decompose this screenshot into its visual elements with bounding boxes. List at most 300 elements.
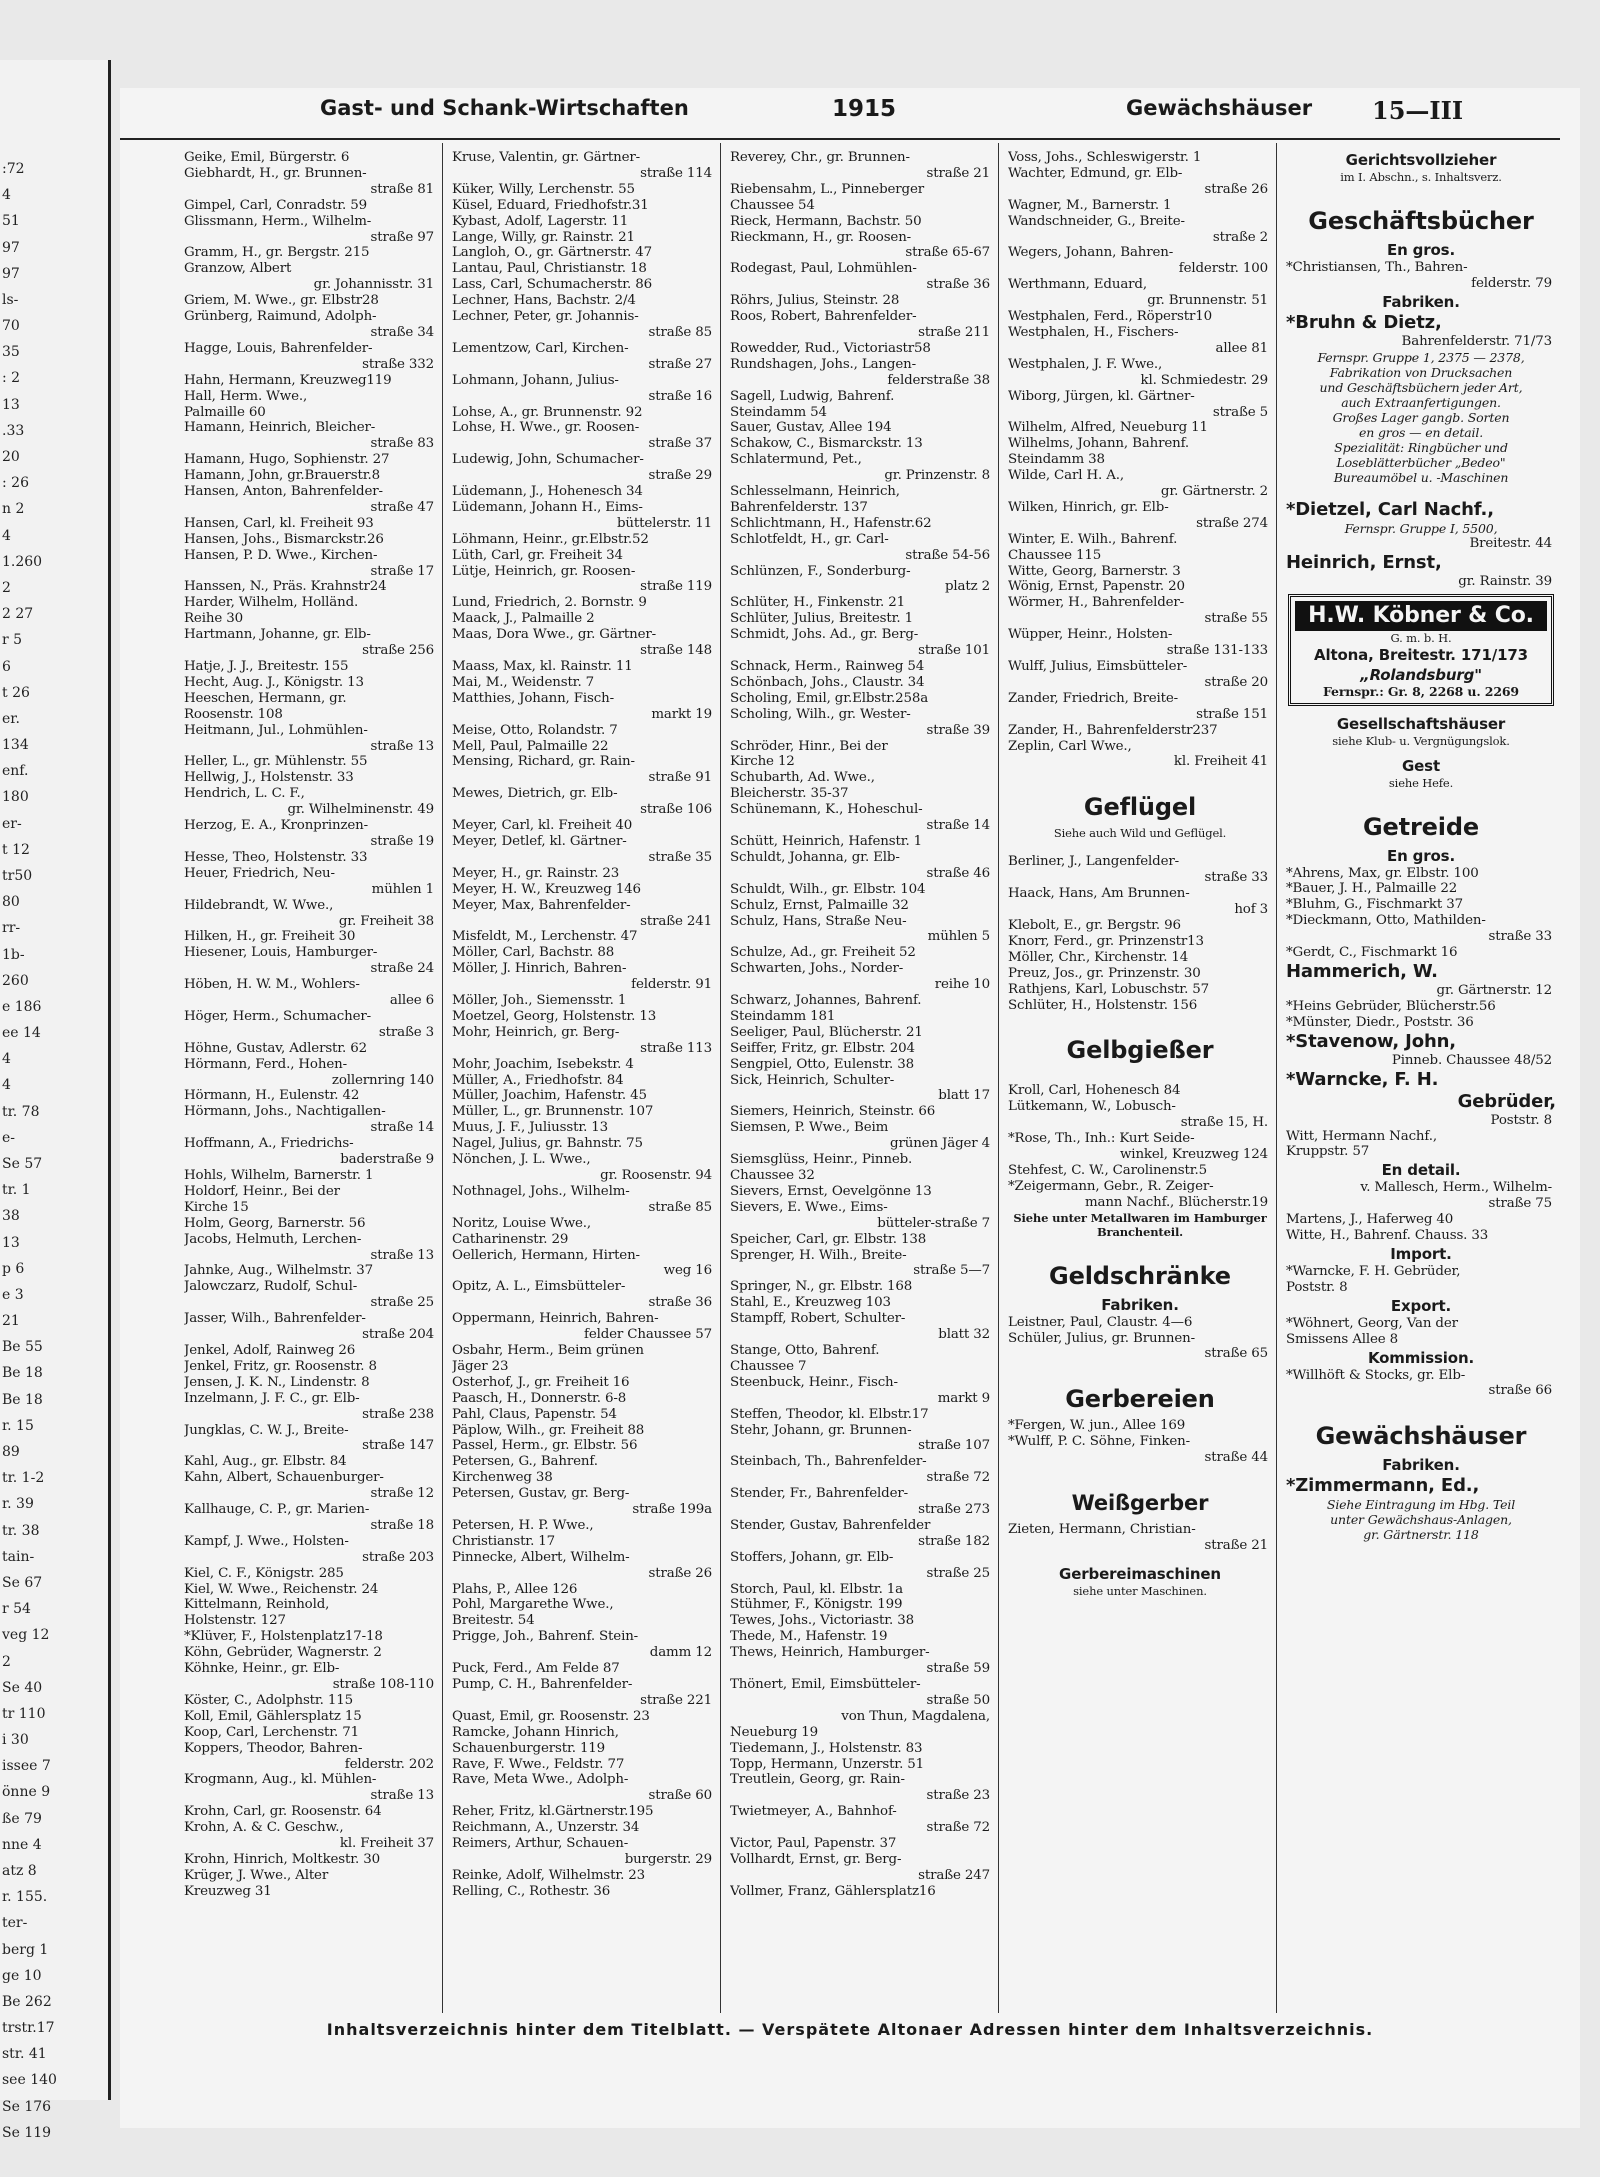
listing-line: Relling, C., Rothestr. 36 (452, 1883, 611, 1899)
listing-line: straße 17 (370, 563, 434, 579)
geschaeftsbuecher-entries (1286, 260, 1556, 292)
listing-line: Nagel, Julius, gr. Bahnstr. 75 (452, 1136, 643, 1152)
listing-line: straße 131-133 (1166, 643, 1268, 659)
listing-line: unter Gewächshaus-Anlagen, (1330, 1512, 1512, 1528)
listing-line: Petersen, G., Bahrenf. (452, 1454, 598, 1470)
listing-line: Wilhelm, Alfred, Neueburg 11 (1008, 420, 1208, 436)
margin-fragment: tr50 (2, 867, 33, 884)
listing-line: Giebhardt, H., gr. Brunnen- (184, 165, 367, 181)
listing-line: straße 34 (370, 324, 434, 340)
listing-line: Schütt, Heinrich, Hafenstr. 1 (730, 833, 923, 849)
listing-line: straße 66 (1488, 1383, 1552, 1399)
listing-warncke: *Warncke, F. H. (1286, 1068, 1439, 1090)
address: gr. Rainstr. 39 (1458, 573, 1552, 589)
listing-line: Kiel, W. Wwe., Reichenstr. 24 (184, 1581, 379, 1597)
listing-line: Rodegast, Paul, Lohmühlen- (730, 261, 917, 277)
listing-line: Springer, N., gr. Elbstr. 168 (730, 1279, 913, 1295)
listing-line: Lüdemann, J., Hohenesch 34 (452, 484, 643, 500)
listing-line: Päplow, Wilh., gr. Freiheit 88 (452, 1422, 645, 1438)
listing-line: Schmidt, Johs. Ad., gr. Berg- (730, 627, 919, 643)
listing-line: *Ahrens, Max, gr. Elbstr. 100 (1286, 865, 1479, 881)
listing-line: Steindamm 54 (730, 404, 827, 420)
listing-line: *Gerdt, C., Fischmarkt 16 (1286, 945, 1458, 961)
section-title-gerichtsvollzieher: Gerichtsvollzieher (1345, 151, 1497, 169)
margin-fragment: 35 (2, 344, 20, 361)
address: gr. Gärtnerstr. 12 (1436, 982, 1552, 998)
listing-line: Herzog, E. A., Kronprinzen- (184, 818, 368, 834)
listing-line: Harder, Wilhelm, Holländ. (184, 595, 359, 611)
listing-line: Meise, Otto, Rolandstr. 7 (452, 722, 618, 738)
phone: Fernspr.: Gr. 8, 2268 u. 2269 (1323, 683, 1519, 699)
listing-line: Moetzel, Georg, Holstenstr. 13 (452, 1008, 657, 1024)
listing-line: *Zeigermann, Gebr., R. Zeiger- (1008, 1178, 1214, 1194)
listing-line: Granzow, Albert (184, 261, 292, 277)
kommission-entries (1286, 1368, 1556, 1400)
listing-line: straße 107 (918, 1438, 990, 1454)
margin-fragment: Be 262 (2, 1993, 52, 2010)
section-title-gelbgiesser: Gelbgießer (1066, 1036, 1214, 1065)
listing-line: Wandschneider, G., Breite- (1008, 213, 1185, 229)
listing-line: straße 33 (1204, 870, 1268, 886)
margin-fragment: r. 39 (2, 1496, 34, 1513)
listing-line: Muus, J. F., Juliusstr. 13 (452, 1120, 609, 1136)
listing-line: straße 148 (640, 643, 712, 659)
listing-line: Krogmann, Aug., kl. Mühlen- (184, 1772, 377, 1788)
listing-line: winkel, Kreuzweg 124 (1120, 1147, 1268, 1163)
listing-line: bütteler-straße 7 (877, 1215, 990, 1231)
listing-line: Schönbach, Johs., Claustr. 34 (730, 674, 925, 690)
listing-line: Smissens Allee 8 (1286, 1331, 1399, 1347)
listing-line: Hartmann, Johanne, gr. Elb- (184, 627, 371, 643)
margin-fragment: Se 67 (2, 1574, 43, 1591)
listing-line: kl. Schmiedestr. 29 (1140, 372, 1268, 388)
listing-line: Schakow, C., Bismarckstr. 13 (730, 436, 923, 452)
listing-line: Schwarz, Johannes, Bahrenf. (730, 993, 922, 1009)
subsection-fabriken: Fabriken. (1101, 1295, 1179, 1314)
listing-line: Stange, Otto, Bahrenf. (730, 1342, 880, 1358)
listing-line: gr. Wilhelminenstr. 49 (287, 802, 434, 818)
listing-line: büttelerstr. 11 (617, 515, 712, 531)
listing-line: Köhn, Gebrüder, Wagnerstr. 2 (184, 1645, 382, 1661)
listing-line: kl. Freiheit 41 (1173, 754, 1268, 770)
listing-line: Pohl, Margarethe Wwe., (452, 1597, 614, 1613)
header-year: 1915 (832, 96, 897, 122)
listing-line: grünen Jäger 4 (890, 1136, 990, 1152)
listing-line: Schulz, Ernst, Palmaille 32 (730, 897, 909, 913)
listing-line: Breitestr. 54 (452, 1613, 535, 1629)
listing-line: Grünberg, Raimund, Adolph- (184, 309, 377, 325)
listing-line: straße 36 (926, 277, 990, 293)
margin-fragment: r. 155. (2, 1889, 48, 1906)
listing-line: Meyer, Carl, kl. Freiheit 40 (452, 818, 633, 834)
listing-line: Wilken, Hinrich, gr. Elb- (1008, 499, 1169, 515)
listing-line: kl. Freiheit 37 (339, 1836, 434, 1852)
listing-line: Schauenburgerstr. 119 (452, 1740, 606, 1756)
margin-fragment: 21 (2, 1313, 20, 1330)
listing-line: Stoffers, Johann, gr. Elb- (730, 1549, 894, 1565)
listing-line: Tewes, Johs., Victoriastr. 38 (730, 1613, 914, 1629)
listing-line: Witte, H., Bahrenf. Chauss. 33 (1286, 1228, 1489, 1244)
listing-line: Hanssen, N., Präs. Krahnstr24 (184, 579, 387, 595)
listing-line: Haack, Hans, Am Brunnen- (1008, 886, 1190, 902)
column-rule (720, 143, 721, 2013)
listing-line: straße 211 (918, 324, 990, 340)
address: Breitestr. 44 (1469, 535, 1552, 551)
listing-line: *Wöhnert, Georg, Van der (1286, 1315, 1458, 1331)
listing-line: straße 23 (926, 1788, 990, 1804)
listing-line: felder Chaussee 57 (584, 1327, 712, 1343)
listing-line: Hecht, Aug. J., Königstr. 13 (184, 674, 364, 690)
margin-fragment: 180 (2, 789, 29, 806)
subsection-en-gros: En gros. (1386, 241, 1455, 259)
margin-fragment: Se 57 (2, 1156, 43, 1172)
listing-line: straße 46 (926, 865, 990, 881)
listing-line: Fabrikation von Drucksachen (1329, 364, 1513, 380)
listing-line: markt 9 (937, 1390, 990, 1406)
listing-line: Siemsglüss, Heinr., Pinneb. (730, 1152, 913, 1168)
listing-line: Gimpel, Carl, Conradstr. 59 (184, 197, 367, 213)
listing-line: straße 72 (926, 1470, 990, 1486)
margin-fragment: :72 (2, 161, 25, 177)
listing-line: Hahn, Hermann, Kreuzweg119 (184, 372, 392, 388)
listing-line: straße 35 (648, 849, 712, 865)
listing-line: Kiel, C. F., Königstr. 285 (184, 1565, 344, 1581)
listing-line: Höger, Herm., Schumacher- (184, 1008, 371, 1024)
listing-line: Schlatermund, Pet., (730, 452, 862, 468)
margin-fragment: 4 (2, 527, 11, 544)
listing-line: Zander, H., Bahrenfelderstr237 (1008, 722, 1218, 738)
margin-fragment: ter- (2, 1915, 28, 1932)
listing-line: Schulze, Ad., gr. Freiheit 52 (730, 945, 916, 961)
listing-line: Hansen, Carl, kl. Freiheit 93 (184, 515, 374, 531)
listing-line: Voss, Johs., Schleswigerstr. 1 (1008, 150, 1202, 165)
listing-line: Kirche 15 (184, 1199, 249, 1215)
listing-line: und Geschäftsbüchern jeder Art, (1319, 379, 1523, 395)
listing-line: Rundshagen, Johs., Langen- (730, 356, 916, 372)
listing-line: Rave, F. Wwe., Feldstr. 77 (452, 1756, 625, 1772)
listing-line: straße 29 (648, 468, 712, 484)
listing-line: Hiesener, Louis, Hamburger- (184, 945, 378, 961)
listing-line: Rieck, Hermann, Bachstr. 50 (730, 213, 922, 229)
listing-line: Steindamm 181 (730, 1008, 836, 1024)
section-note: siehe unter Maschinen. (1073, 1583, 1207, 1598)
listing-line: Palmaille 60 (184, 404, 266, 420)
listing-line: Geike, Emil, Bürgerstr. 6 (184, 150, 350, 165)
listing-line: Meyer, Detlef, kl. Gärtner- (452, 833, 627, 849)
margin-fragment: Se 40 (2, 1679, 43, 1696)
listing-line: straße 65 (1204, 1346, 1268, 1362)
listing-line: straße 151 (1196, 706, 1268, 722)
listing-line: Vollmer, Franz, Gählersplatz16 (730, 1883, 936, 1899)
margin-fragment: t 26 (2, 684, 30, 701)
listing-line: Wegers, Johann, Bahren- (1008, 245, 1174, 261)
listing-column-2 (452, 150, 716, 1900)
margin-fragment: : 26 (2, 475, 29, 492)
listing-line: Schuldt, Johanna, gr. Elb- (730, 849, 900, 865)
listing-line: gr. Johannisstr. 31 (313, 277, 434, 293)
listing-line: Höben, H. W. M., Wohlers- (184, 977, 360, 993)
listing-line: Meyer, Max, Bahrenfelder- (452, 897, 631, 913)
brand: „Rolandsburg" (1360, 665, 1482, 684)
listing-line: Maas, Dora Wwe., gr. Gärtner- (452, 627, 657, 643)
subsection-en-detail: En detail. (1381, 1161, 1461, 1180)
listing-line: Heuer, Friedrich, Neu- (184, 865, 335, 881)
advertisement-text (1286, 350, 1556, 485)
listing-line: Kruse, Valentin, gr. Gärtner- (452, 150, 640, 165)
listing-line: von Thun, Magdalena, (841, 1708, 990, 1724)
listing-line: v. Mallesch, Herm., Wilhelm- (1360, 1180, 1552, 1196)
listing-line: Hörmann, Johs., Nachtigallen- (184, 1104, 386, 1120)
section-title-gerbereimaschinen: Gerbereimaschinen (1059, 1564, 1221, 1583)
listing-line: Hamann, John, gr.Brauerstr.8 (184, 468, 380, 484)
section-title-geldschraenke: Geldschränke (1049, 1261, 1231, 1290)
margin-fragment: Be 18 (2, 1365, 43, 1382)
listing-line: Stehr, Johann, gr. Brunnen- (730, 1422, 912, 1438)
listing-line: Hilken, H., gr. Freiheit 30 (184, 929, 356, 945)
listing-line: en gros — en detail. (1358, 424, 1484, 440)
listing-line: Wagner, M., Barnerstr. 1 (1008, 197, 1172, 213)
listing-line: Storch, Paul, kl. Elbstr. 1a (730, 1581, 904, 1597)
margin-fragment: 38 (2, 1208, 20, 1225)
listing-line: Chaussee 32 (730, 1168, 815, 1183)
section-title-gest: Gest (1402, 756, 1440, 775)
listing-line: straße 147 (362, 1438, 434, 1454)
listing-line: Krohn, A. & C. Geschw., (184, 1820, 344, 1836)
listing-line: straße 72 (926, 1820, 990, 1836)
listing-line: Schlüter, H., Finkenstr. 21 (730, 595, 905, 611)
listing-line: Holstenstr. 127 (184, 1613, 286, 1629)
listing-line: Pinnecke, Albert, Wilhelm- (452, 1549, 630, 1565)
listing-line: straße 256 (362, 643, 434, 659)
listing-line: straße 25 (370, 1295, 434, 1311)
listing-line: Paasch, H., Donnerstr. 6-8 (452, 1390, 627, 1406)
subsection-fabriken: Fabriken. (1382, 292, 1460, 311)
listing-zimmermann: *Zimmermann, Ed., (1286, 1475, 1480, 1497)
listing-line: Mohr, Heinrich, gr. Berg- (452, 1024, 620, 1040)
listing-line: Krohn, Carl, gr. Roosenstr. 64 (184, 1804, 382, 1820)
listing-line: Opitz, A. L., Eimsbütteler- (452, 1279, 626, 1295)
listing-line: Werthmann, Eduard, (1008, 277, 1147, 293)
listing-line: Hendrich, L. C. F., (184, 786, 305, 802)
listing-line: Holdorf, Heinr., Bei der (184, 1183, 340, 1199)
listing-line: Scholing, Emil, gr.Elbstr.258a (730, 690, 929, 706)
gerbereien-entries (1008, 1418, 1272, 1466)
margin-fragment: ee 14 (2, 1025, 41, 1042)
listing-line: Hamann, Hugo, Sophienstr. 27 (184, 452, 390, 468)
listing-line: Pump, C. H., Bahrenfelder- (452, 1677, 633, 1692)
margin-fragment: 6 (2, 658, 11, 675)
listing-line: Hohls, Wilhelm, Barnerstr. 1 (184, 1168, 374, 1183)
listing-line: Plahs, P., Allee 126 (452, 1581, 578, 1597)
listing-line: straße 37 (648, 436, 712, 452)
listing-line: Schuldt, Wilh., gr. Elbstr. 104 (730, 881, 926, 897)
listing-line: *Bluhm, G., Fischmarkt 37 (1286, 897, 1463, 913)
listing-line: straße 113 (640, 1040, 712, 1056)
margin-fragment: .33 (2, 422, 25, 439)
listing-line: Lohmann, Johann, Julius- (452, 372, 619, 388)
margin-fragment: r 54 (2, 1601, 31, 1618)
listing-line: straße 203 (362, 1549, 434, 1565)
subsection-kommission: Kommission. (1367, 1348, 1475, 1367)
listing-line: Jasser, Wilh., Bahrenfelder- (184, 1311, 366, 1327)
listing-bruhn-dietz: *Bruhn & Dietz, (1286, 311, 1442, 333)
listing-line: straße 33 (1488, 929, 1552, 945)
listing-warncke-cont: Gebrüder, (1457, 1090, 1556, 1112)
listing-line: Schüler, Julius, gr. Brunnen- (1008, 1330, 1195, 1346)
listing-line: straße 204 (362, 1327, 434, 1343)
margin-fragment: 134 (2, 737, 29, 754)
listing-line: Schlüter, H., Holstenstr. 156 (1008, 997, 1198, 1013)
listing-line: Schlesselmann, Heinrich, (730, 484, 900, 500)
listing-line: Meyer, H., gr. Rainstr. 23 (452, 865, 620, 881)
listing-line: straße 273 (918, 1502, 990, 1518)
section-note: im I. Abschn., s. Inhaltsverz. (1340, 170, 1502, 184)
listing-line: Hoffmann, A., Friedrichs- (184, 1136, 354, 1152)
listing-line: Vollhardt, Ernst, gr. Berg- (730, 1851, 902, 1867)
listing-line: gr. Prinzenstr. 8 (884, 468, 990, 484)
margin-fragment: 89 (2, 1444, 20, 1461)
margin-fragment: see 140 (2, 2072, 57, 2089)
listing-line: Sick, Heinrich, Schulter- (730, 1072, 895, 1088)
listing-line: *Münster, Diedr., Poststr. 36 (1286, 1014, 1474, 1030)
header-right: Gewächshäuser (1126, 96, 1313, 120)
listing-line: Jensen, J. K. N., Lindenstr. 8 (184, 1374, 370, 1390)
listing-line: Noritz, Louise Wwe., (452, 1215, 591, 1231)
listing-line: Jahnke, Aug., Wilhelmstr. 37 (184, 1263, 373, 1279)
listing-line: Lechner, Hans, Bachstr. 2/4 (452, 293, 636, 309)
listing-line: straße 19 (370, 833, 434, 849)
listing-line: Martens, J., Haferweg 40 (1286, 1212, 1454, 1228)
getreide-detail-entries (1286, 1180, 1556, 1244)
margin-fragment: 4 (2, 1051, 11, 1068)
margin-fragment: t 12 (2, 841, 30, 858)
listing-line: Sievers, Ernst, Oevelgönne 13 (730, 1183, 932, 1199)
margin-fragment: berg 1 (2, 1941, 49, 1958)
listing-line: straße 26 (1204, 181, 1268, 197)
listing-line: straße 24 (370, 961, 434, 977)
listing-line: straße 106 (640, 802, 712, 818)
listing-line: straße 332 (362, 356, 434, 372)
listing-line: straße 13 (370, 738, 434, 754)
listing-line: gr. Freiheit 38 (338, 913, 434, 929)
section-title-gerbereien: Gerbereien (1065, 1385, 1215, 1414)
listing-line: Lechner, Peter, gr. Johannis- (452, 309, 639, 325)
section-note: siehe Klub- u. Vergnügungslok. (1332, 733, 1510, 748)
listing-line: straße 16 (648, 388, 712, 404)
export-entries (1286, 1316, 1556, 1348)
listing-line: Reher, Fritz, kl.Gärtnerstr.195 (452, 1804, 654, 1820)
listing-line: Westphalen, Ferd., Röperstr10 (1008, 309, 1212, 325)
listing-line: straße 27 (648, 356, 712, 372)
listing-line: Jalowczarz, Rudolf, Schul- (184, 1279, 358, 1295)
listing-line: straße 97 (370, 229, 434, 245)
margin-fragment: atz 8 (2, 1862, 37, 1879)
listing-line: Passel, Herm., gr. Elbstr. 56 (452, 1438, 638, 1454)
header-left: Gast- und Schank-Wirtschaften (320, 96, 689, 120)
margin-fragment: 2 27 (2, 606, 34, 623)
listing-line: *Fergen, W. jun., Allee 169 (1008, 1418, 1186, 1434)
listing-line: Rowedder, Rud., Victoriastr58 (730, 340, 931, 356)
gastwirtschaften-continued (1008, 150, 1272, 770)
listing-line: Thede, M., Hafenstr. 19 (730, 1629, 888, 1645)
column-rule (442, 143, 443, 2013)
listing-line: Christianstr. 17 (452, 1533, 556, 1549)
listing-line: straße 247 (918, 1867, 990, 1883)
listing-line: Steenbuck, Heinr., Fisch- (730, 1374, 898, 1390)
margin-fragment: e 3 (2, 1286, 24, 1303)
listing-line: Chaussee 54 (730, 197, 815, 213)
listing-line: Petersen, H. P. Wwe., (452, 1517, 594, 1533)
listing-line: straße 85 (648, 1199, 712, 1215)
listing-line: *Warncke, F. H. Gebrüder, (1286, 1263, 1461, 1279)
company-form: G. m. b. H. (1390, 630, 1452, 645)
listing-line: Kittelmann, Reinhold, (184, 1597, 330, 1613)
listing-line: Koop, Carl, Lerchenstr. 71 (184, 1724, 360, 1740)
listing-line: Wulff, Julius, Eimsbütteler- (1008, 659, 1188, 674)
listing-line: markt 19 (651, 706, 712, 722)
listing-line: Lantau, Paul, Christianstr. 18 (452, 261, 647, 277)
listing-line: *Willhöft & Stocks, gr. Elb- (1286, 1367, 1466, 1383)
margin-fragment: 97 (2, 239, 20, 256)
listing-line: Hansen, Johs., Bismarckstr.26 (184, 531, 384, 547)
listing-line: *Dieckmann, Otto, Mathilden- (1286, 913, 1486, 929)
section-title-gefluegel: Geflügel (1083, 793, 1197, 822)
margin-fragment: i 30 (2, 1732, 29, 1749)
listing-line: Müller, L., gr. Brunnenstr. 107 (452, 1104, 654, 1120)
margin-fragment: Be 55 (2, 1339, 43, 1356)
listing-line: Wüpper, Heinr., Holsten- (1008, 627, 1173, 643)
listing-line: Lohse, A., gr. Brunnenstr. 92 (452, 404, 643, 420)
section-note: siehe Hefe. (1388, 775, 1454, 790)
listing-line: Poststr. 8 (1286, 1279, 1348, 1295)
weissgerber-entries (1008, 1522, 1272, 1554)
listing-line: hof 3 (1234, 902, 1268, 918)
listing-line: straße 3 (378, 1024, 434, 1040)
listing-line: Lüdemann, Johann H., Eims- (452, 499, 643, 515)
margin-fragment: er. (2, 710, 20, 727)
page-header (120, 88, 1560, 140)
listing-line: Löhmann, Heinr., gr.Elbstr.52 (452, 531, 649, 547)
address: Pinneb. Chaussee 48/52 (1391, 1052, 1552, 1068)
listing-line: Seeliger, Paul, Blücherstr. 21 (730, 1024, 923, 1040)
section-title-geschaeftsbuecher: Geschäftsbücher (1308, 207, 1534, 235)
listing-line: Topp, Hermann, Unzerstr. 51 (730, 1756, 925, 1772)
listing-line: mühlen 1 (371, 881, 434, 897)
listing-line: Hagge, Louis, Bahrenfelder- (184, 340, 373, 356)
listing-line: Lüth, Carl, gr. Freiheit 34 (452, 547, 623, 563)
section-title-getreide: Getreide (1362, 812, 1480, 841)
listing-line: Reinke, Adolf, Wilhelmstr. 23 (452, 1867, 646, 1883)
listing-line: Schlotfeldt, H., gr. Carl- (730, 531, 889, 547)
listing-line: Zeplin, Carl Wwe., (1008, 738, 1132, 754)
listing-line: Siehe Eintragung im Hbg. Teil (1326, 1497, 1516, 1513)
listing-line: Berliner, J., Langenfelder- (1008, 854, 1179, 870)
listing-line: Schwarten, Johs., Norder- (730, 961, 904, 977)
listing-line: straße 55 (1204, 611, 1268, 627)
margin-fragment: 80 (2, 894, 20, 911)
listing-line: allee 81 (1215, 340, 1268, 356)
listing-line: Hellwig, J., Holstenstr. 33 (184, 770, 354, 786)
page-footer: Inhaltsverzeichnis hinter dem Titelblatt. — Verspätete Altonaer Adressen hinter dem Inhaltsverzeichnis. (326, 2020, 1374, 2039)
listing-line: Küker, Willy, Lerchenstr. 55 (452, 181, 635, 197)
listing-line: Schröder, Hinr., Bei der (730, 738, 888, 754)
listing-line: mann Nachf., Blücherstr.19 (1084, 1194, 1268, 1210)
phone: Fernspr. Gruppe I, 5500, (1344, 520, 1498, 536)
address: Altona, Breitestr. 171/173 (1314, 645, 1528, 664)
listing-line: Großes Lager gangb. Sorten (1332, 409, 1510, 425)
listing-line: Schünemann, K., Hoheschul- (730, 802, 923, 818)
margin-fragment: Se 119 (2, 2124, 52, 2141)
